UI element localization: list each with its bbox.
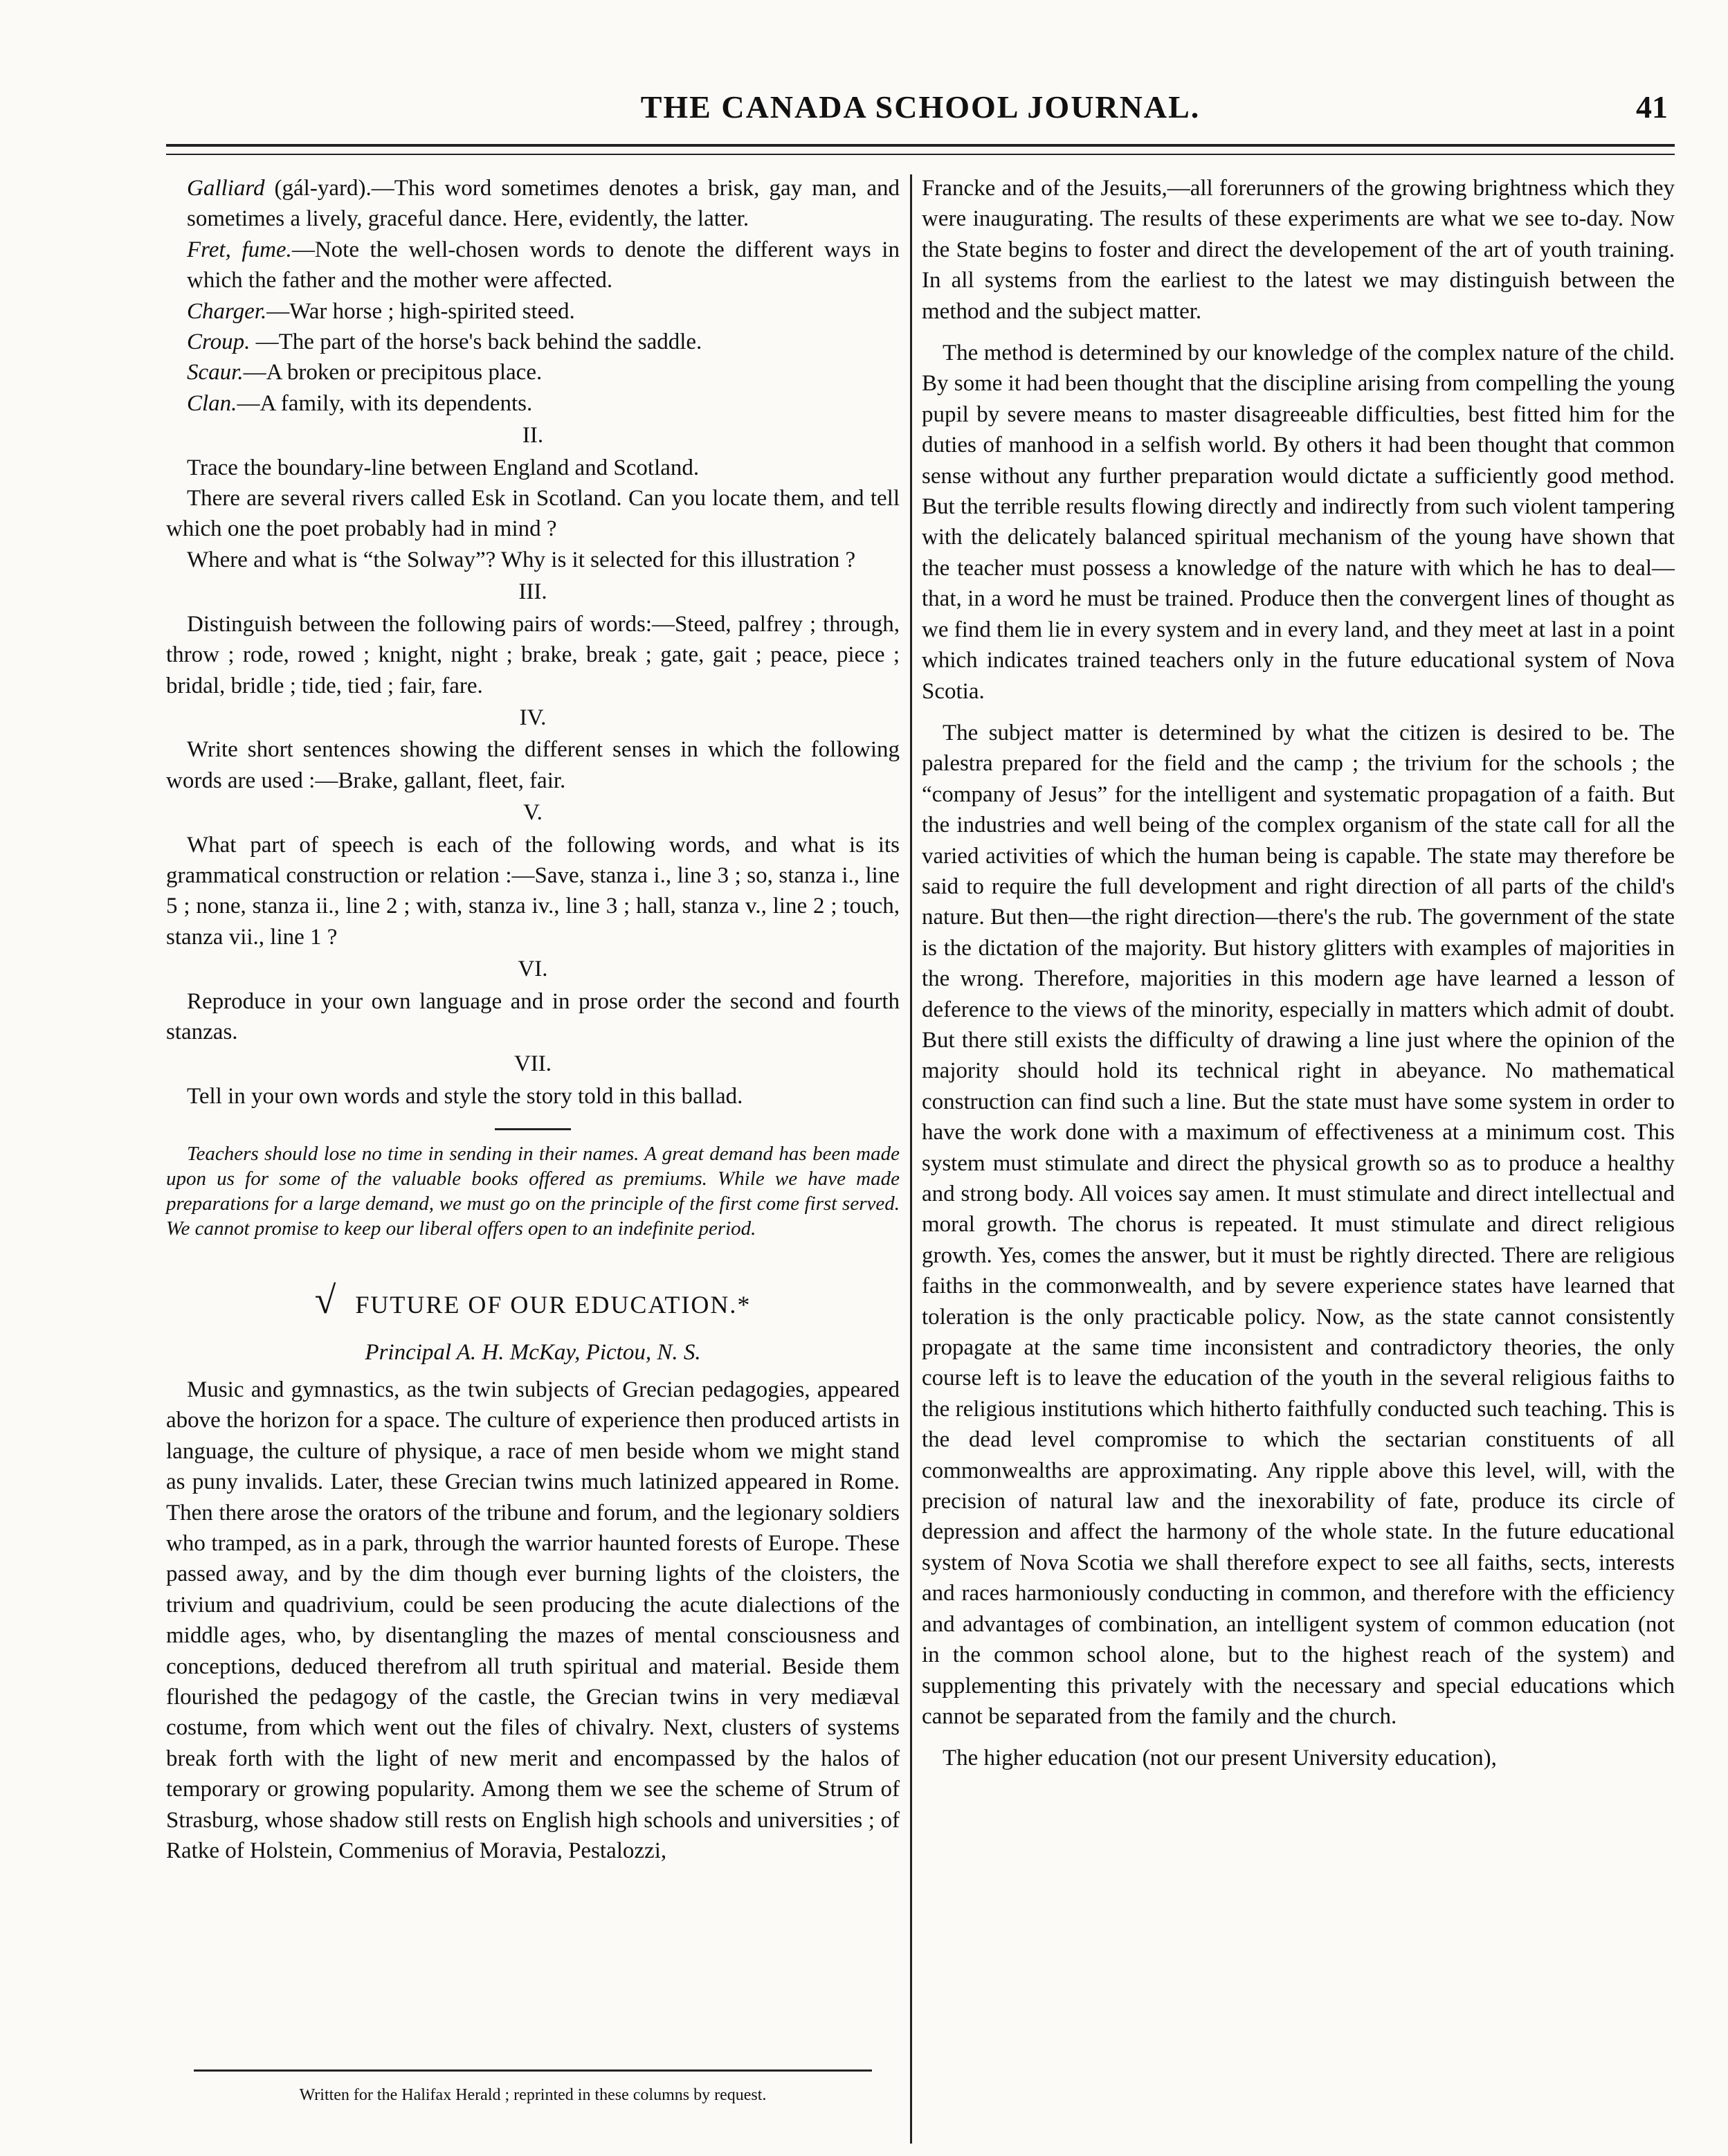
section-number-3: III.: [518, 579, 547, 605]
article-byline: Principal A. H. McKay, Pictou, N. S.: [365, 1339, 701, 1365]
question-esk: There are several rivers called Esk in Scotland. Can you locate them, and tell which one the poet probably had in mind ?: [166, 486, 900, 542]
question-tell-story: Tell in your own words and style the story told in this ballad.: [187, 1083, 743, 1109]
question-reproduce: Reproduce in your own language and in prose order the second and fourth stanzas.: [166, 988, 900, 1044]
page-header: [166, 89, 1675, 144]
section-number-7: VII.: [513, 1051, 552, 1077]
definition-fret-fume: Fret, fume.—Note the well-chosen words to denote the different ways in which the father and the mother were affected.: [187, 237, 900, 293]
definition-galliard: Galliard (gál-yard).—This word sometimes denotes a brisk, gay man, and sometimes a lively, graceful dance. Here, evidently, the latter.: [187, 176, 900, 232]
article-heading: [166, 1279, 900, 1323]
article-paragraph-method: The method is determined by our knowledge of the complex nature of the child. By some it had been thought that the discipline arising from compelling the young pupil by severe means to master disagreeable difficulties, best fitted him for the duties of manhood in a selfish world. By others it had been thought that common sense without any further preparation would dictate a sufficiently good method. But the terrible results flowing directly and indirectly from such violent tampering with the delicately balanced spiritual mechanism of the young have shown that the teacher must possess a knowledge of the nature with which he has to deal—that, in a word he must be trained. Produce then the convergent lines of thought as we find them lie in every system and in every land, and they meet at last in a point which indicates trained teachers only in the future educational system of Nova Scotia.: [922, 341, 1675, 704]
header-rule-thick: [166, 144, 1675, 147]
teachers-notice: Teachers should lose no time in sending in their names. A great demand has been made upon us for some of the valuable books offered as premiums. While we have made preparations for a large demand, we must go on the principle of the first come first served. We cannot promise to keep our liberal offers open to an indefinite period.: [166, 1143, 900, 1240]
left-column: [166, 173, 900, 1867]
journal-title: THE CANADA SCHOOL JOURNAL.: [640, 89, 1201, 125]
column-divider: [910, 174, 912, 2144]
page-number: 41: [1636, 89, 1668, 125]
check-mark-icon: √: [314, 1279, 338, 1323]
section-number-2: II.: [522, 423, 544, 449]
question-word-senses: Write short sentences showing the different senses in which the following words are used :—Brake, gallant, fleet, fair.: [166, 737, 900, 793]
article-paragraph-1: Music and gymnastics, as the twin subjects of Grecian pedagogies, appeared above the horizon for a space. The culture of experience then produced artists in language, the culture of physique, a race of men beside whom we might stand as puny invalids. Later, these Grecian twins much latinized appeared in Rome. Then there arose the orators of the tribune and forum, and the legionary soldiers who tramped, as in a park, through the warrior haunted forests of Europe. These passed away, and by the dim though ever burning lights of the cloisters, the trivium and quadrivium, could be seen producing the acute dialections of the middle ages, who, by disentangling the mazes of mental consciousness and conceptions, deduced therefrom all truth spiritual and material. Beside them flourished the pedagogy of the castle, the Grecian twins in very mediæval costume, from which went out the files of chivalry. Next, clusters of systems break forth with the light of new merit and encompassed by the halos of temporary or growing popularity. Among them we see the scheme of Strum of Strasburg, whose shadow still rests on English high schools and universities ; of Ratke of Holstein, Commenius of Moravia, Pestalozzi,: [166, 1377, 900, 1864]
definition-croup: Croup. —The part of the horse's back behind the saddle.: [187, 329, 702, 355]
definition-scaur: Scaur.—A broken or precipitous place.: [187, 360, 543, 386]
definition-clan: Clan.—A family, with its dependents.: [187, 390, 533, 416]
article-footnote: Written for the Halifax Herald ; reprinted in these columns by request.: [299, 2086, 767, 2104]
footnote-rule: [194, 2069, 872, 2072]
question-word-pairs: Distinguish between the following pairs of words:—Steed, palfrey ; through, throw ; rode, rowed ; knight, night ; brake, break ; gate, gait ; peace, piece ; bridal, bridle ; tide, tied ; fair, fare.: [166, 611, 900, 698]
question-boundary: Trace the boundary-line between England and Scotland.: [187, 455, 700, 480]
question-parts-of-speech: What part of speech is each of the following words, and what is its grammatical construction or relation :—Save, stanza i., line 3 ; so, stanza i., line 5 ; none, stanza ii., line 2 ; with, stanza iv., line 3 ; hall, stanza v., line 2 ; touch, stanza vii., line 1 ?: [166, 832, 900, 950]
section-number-6: VI.: [518, 957, 548, 982]
right-column: [922, 173, 1675, 1774]
article-paragraph-higher-education: The higher education (not our present University education),: [943, 1746, 1497, 1771]
question-solway: Where and what is “the Solway”? Why is it selected for this illustration ?: [187, 547, 856, 572]
article-paragraph-subject-matter: The subject matter is determined by what the citizen is desired to be. The palestra prepared for the field and the camp ; the trivium for the schools ; the “company of Jesus” for the intelligent and systematic propagation of a faith. But the industries and well being of the complex organism of the state call for all the varied activities of which the human being is capable. The state may therefore be said to require the full development and right direction of all parts of the child's nature. But then—the right direction—there's the rub. The government of the state is the dictation of the majority. But history glitters with examples of majorities in the wrong. Therefore, majorities in this modern age have learned a lesson of deference to the views of the minority, especially in matters which admit of doubt. But there still exists the difficulty of drawing a line just where the opinion of the majority should hold its technical right in abeyance. No mathematical construction can find such a line. But the state must have some system in order to have the work done with a maximum of effectiveness at a minimum cost. This system must stimulate and direct the physical growth so as to produce a healthy and strong body. All voices say amen. It must stimulate and direct intellectual and moral growth. The chorus is repeated. It must stimulate and direct religious growth. Yes, comes the answer, but it must be rightly directed. There are religious faiths in the commonwealth, and by severe experience states have learned that toleration is the only practicable policy. Now, as the state cannot consistently propagate at the same time inconsistent and contradictory theories, the only course left is to leave the education of the youth in the several religious faiths to the religious institutions which hitherto faithfully conducted such teaching. This is the dead level compromise to which the sectarian constituents of all commonwealths are approximating. Any ripple above this level, will, with the precision of natural law and the inexorability of fate, produce its circle of depression and affect the harmony of the whole state. In the future educational system of Nova Scotia we shall therefore expect to see all faiths, sects, interests and races harmoniously conducting in common, and therefore with the efficiency and advantages of combination, an intelligent system of common education (not in the common school alone, but to the highest reach of the system) and supplementing this privately with the necessary and special educations which cannot be separated from the family and the church.: [922, 720, 1675, 1729]
definition-charger: Charger.—War horse ; high-spirited steed.: [187, 298, 575, 324]
section-number-4: IV.: [519, 705, 547, 730]
notice-rule: [495, 1128, 571, 1130]
section-number-5: V.: [523, 800, 543, 826]
article-title: FUTURE OF OUR EDUCATION.*: [355, 1291, 752, 1319]
header-rule-thin: [166, 154, 1675, 155]
article-paragraph-continued: Francke and of the Jesuits,—all forerunners of the growing brightness which they were inaugurating. The results of these experiments are what we see to-day. Now the State begins to foster and direct the developement of the art of youth training. In all systems from the earliest to the latest we may distinguish between the method and the subject matter.: [922, 176, 1675, 324]
